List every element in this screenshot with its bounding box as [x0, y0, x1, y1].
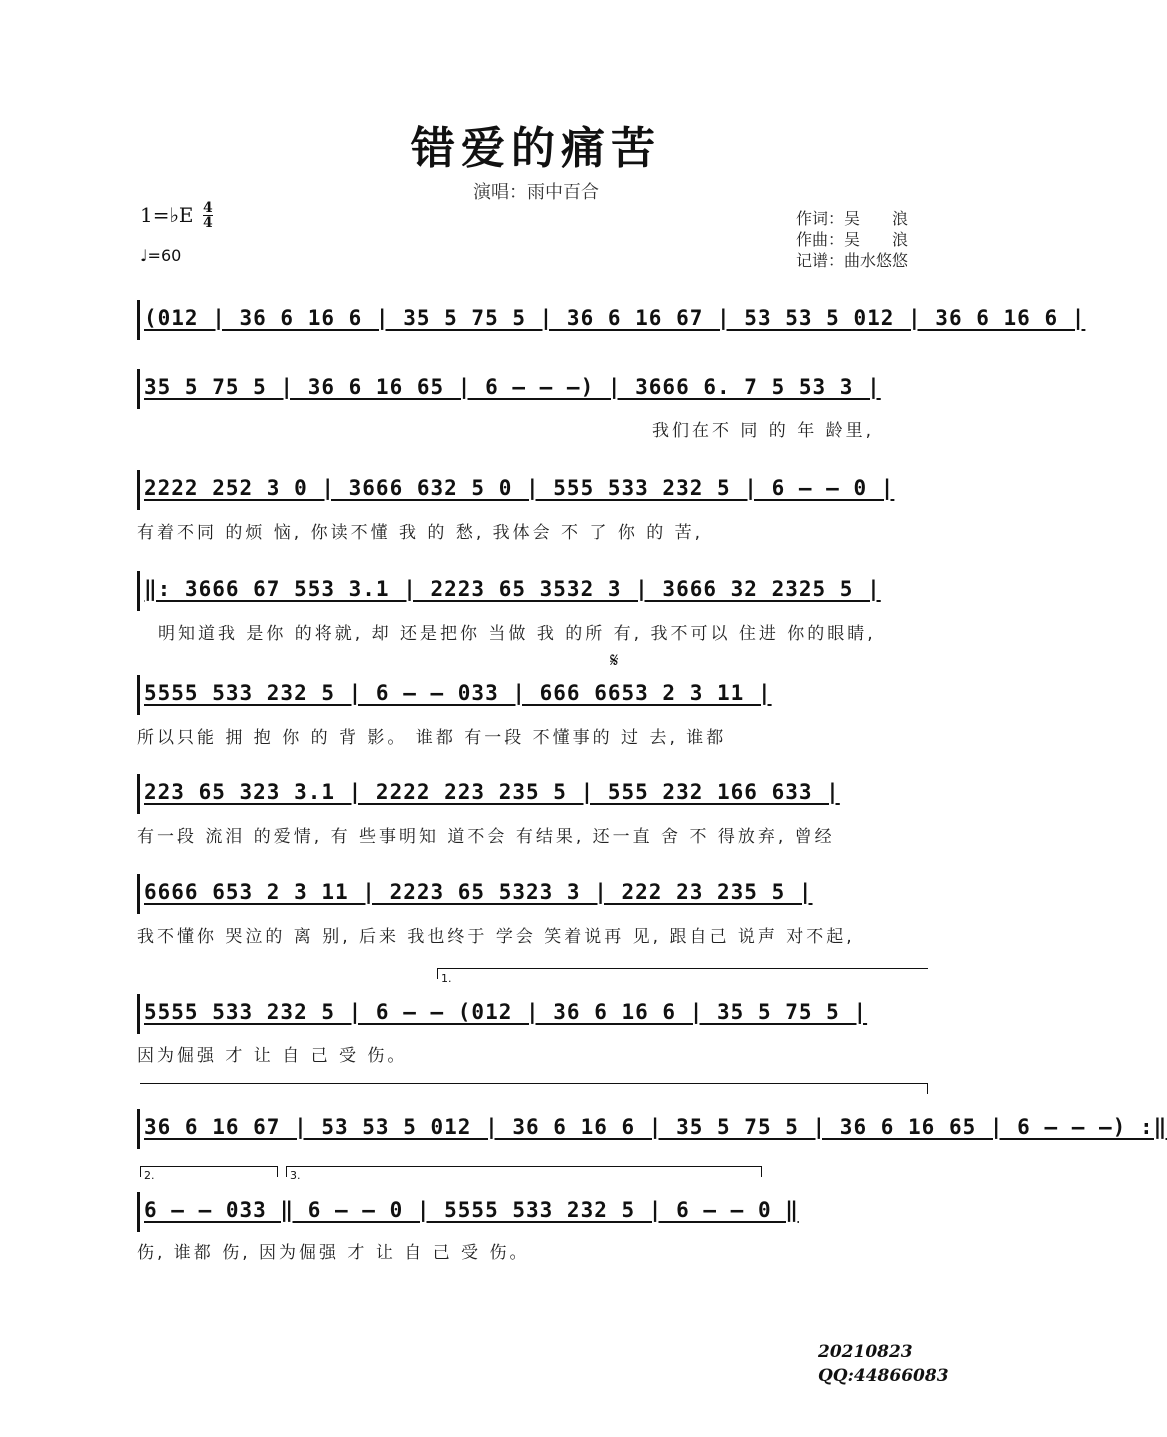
music-line-6: 223 65 323 3.1 | 2222 223 235 5 | 555 232 166 633 |	[137, 774, 933, 814]
volta-bracket-1	[437, 968, 928, 979]
time-sig-top: 4	[203, 200, 213, 216]
time-signature	[203, 201, 213, 230]
music-line-10: 6 – – 033 ‖ 6 – – 0 | 5555 533 232 5 | 6 – – 0 ‖	[137, 1192, 763, 1232]
lyricist-credit: 作词：吴 浪	[796, 209, 909, 228]
volta-label-1: 1.	[441, 972, 452, 985]
transcriber-credit: 记谱：曲水悠悠	[796, 251, 909, 270]
time-sig-bottom: 4	[203, 215, 213, 231]
music-line-8: 5555 533 232 5 | 6 – – (012 | 36 6 16 6 | 35 5 75 5 |	[137, 994, 933, 1034]
key-signature: 1=♭E	[140, 203, 194, 227]
music-line-2: 35 5 75 5 | 36 6 16 65 | 6 – – –) | 3666 6. 7 5 53 3 |	[137, 369, 933, 409]
lyric-line-2: 我们在不 同 的 年 龄里,	[652, 421, 875, 441]
music-line-7: 6666 653 2 3 11 | 2223 65 5323 3 | 222 23 235 5 |	[137, 874, 933, 914]
lyric-line-4: 明知道我 是你 的将就, 却 还是把你 当做 我 的所 有, 我不可以 住进 你的眼睛,	[158, 624, 876, 644]
music-line-3: 2222 252 3 0 | 3666 632 5 0 | 555 533 232 5 | 6 – – 0 |	[137, 470, 933, 510]
volta-bracket-1-continued	[140, 1083, 928, 1094]
tempo-marking: ♩=60	[140, 246, 182, 265]
singer-credit: 演唱：雨中百合	[473, 182, 599, 203]
music-line-1: (012 | 36 6 16 6 | 35 5 75 5 | 36 6 16 67 | 53 53 5 012 | 36 6 16 6 |	[137, 300, 933, 340]
lyric-line-6: 有一段 流泪 的爱情, 有 些事明知 道不会 有结果, 还一直 舍 不 得放弃, 曾经	[137, 827, 835, 847]
volta-label-3: 3.	[290, 1169, 301, 1182]
segno-sign: 𝄋	[610, 648, 619, 672]
lyric-line-7: 我不懂你 哭泣的 离 别, 后来 我也终于 学会 笑着说再 见, 跟自己 说声 对不起,	[137, 927, 855, 947]
footer-block	[818, 1340, 949, 1388]
page-title: 错爱的痛苦	[411, 123, 661, 174]
lyric-line-8: 因为倔强 才 让 自 己 受 伤。	[137, 1046, 408, 1066]
volta-bracket-3	[286, 1166, 762, 1177]
music-line-5: 5555 533 232 5 | 6 – – 033 | 666 6653 2 3 11 |	[137, 675, 933, 715]
footer-date: 20210823	[818, 1342, 913, 1362]
volta-label-2: 2.	[144, 1169, 155, 1182]
lyric-line-3: 有着不同 的烦 恼, 你读不懂 我 的 愁, 我体会 不 了 你 的 苦,	[137, 523, 704, 543]
lyric-line-5: 所以只能 拥 抱 你 的 背 影。 谁都 有一段 不懂事的 过 去, 谁都	[137, 728, 727, 748]
credits-block	[796, 208, 908, 271]
volta-bracket-2	[140, 1166, 278, 1177]
lyric-line-10: 伤, 谁都 伤, 因为倔强 才 让 自 己 受 伤。	[137, 1243, 530, 1263]
composer-credit: 作曲：吴 浪	[796, 230, 909, 249]
music-line-4: ‖: 3666 67 553 3.1 | 2223 65 3532 3 | 3666 32 2325 5 |	[137, 571, 933, 611]
footer-qq: QQ:44866083	[818, 1366, 949, 1386]
music-line-9: 36 6 16 67 | 53 53 5 012 | 36 6 16 6 | 35 5 75 5 | 36 6 16 65 | 6 – – –) :‖	[137, 1109, 933, 1149]
